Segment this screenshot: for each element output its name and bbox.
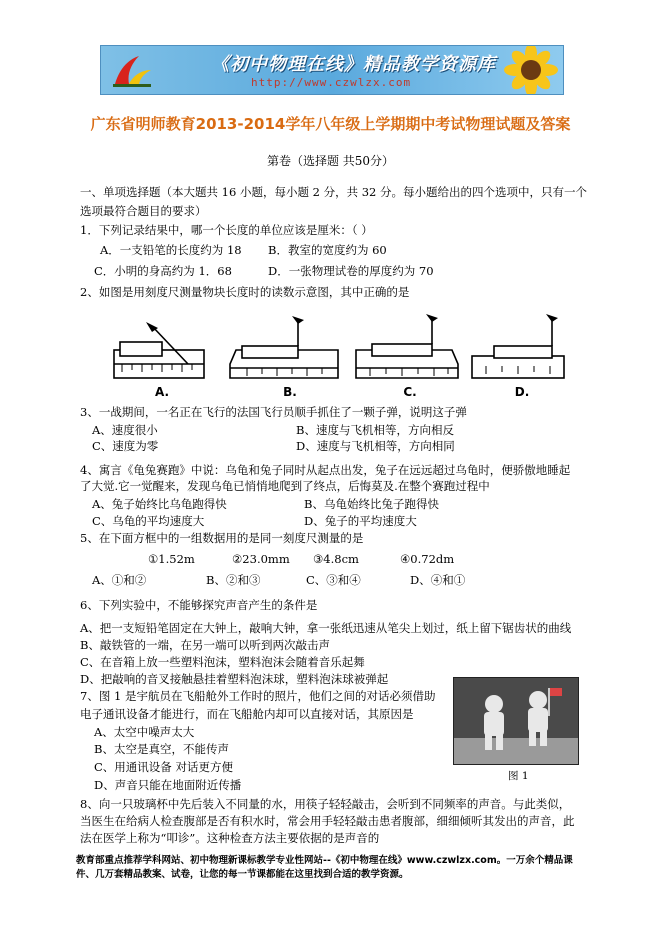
q5-option-c: C、③和④ (306, 573, 361, 587)
q6-option-a: A、把一支短铅笔固定在大钟上，敲响大钟，拿一张纸迅速从笔尖上划过，纸上留下锯齿状的曲线 (80, 621, 572, 635)
q6-option-c: C、在音箱上放一些塑料泡沫，塑料泡沫会随着音乐起舞 (80, 655, 365, 669)
q2-label-b: B. (283, 385, 297, 399)
q1-option-d: D．一张物理试卷的厚度约为 70 (268, 264, 434, 278)
q3-stem: 3、一战期间，一名正在飞行的法国飞行员顺手抓住了一颗子弹，说明这子弹 (80, 405, 467, 419)
banner-title: 《初中物理在线》精品教学资源库 (211, 54, 496, 75)
q5-data-3: ③4.8cm (313, 552, 359, 566)
q6-stem: 6、下列实验中，不能够探究声音产生的条件是 (80, 598, 318, 612)
q2-label-a: A. (154, 385, 170, 399)
q4-stem-line2: 了大觉.它一觉醒来，发现乌龟已悄悄地爬到了终点，后悔莫及.在整个赛跑过程中 (80, 479, 490, 493)
q5-data-1: ①1.52m (148, 552, 195, 566)
page-footer (76, 854, 573, 882)
q5-data-2: ②23.0mm (232, 552, 290, 566)
q7-stem-line2: 电子通讯设备才能进行，而在飞船舱内却可以直接对话，其原因是 (80, 707, 414, 721)
q4-option-a: A、兔子始终比乌龟跑得快 (92, 497, 227, 511)
section-instructions-line2: 选项最符合题目的要求） (80, 204, 207, 218)
q6-option-b: B、敲铁管的一端，在另一端可以听到两次敲击声 (80, 638, 330, 652)
q4-option-d: D、兔子的平均速度大 (304, 514, 417, 528)
q8-stem-line2: 当医生在给病人检查腹部是否有积水时，常会用手轻轻敲击患者腹部，细细倾听其发出的声音，此 (80, 814, 575, 828)
q2-stem: 2、如图是用刻度尺测量物块长度时的读数示意图，其中正确的是 (80, 285, 410, 299)
site-logo-icon (109, 50, 155, 90)
q3-option-a: A、速度很小 (92, 423, 158, 437)
q1-option-c: C．小明的身高约为 1．68 (94, 264, 232, 278)
q7-option-a: A、太空中噪声太大 (94, 725, 195, 739)
part-title: 第卷（选择题 共50分） (266, 154, 395, 168)
q7-stem-line1: 7、图 1 是宇航员在飞船舱外工作时的照片，他们之间的对话必须借助 (80, 689, 436, 703)
q5-option-d: D、④和① (410, 573, 466, 587)
ruler-reading-figure (102, 306, 572, 402)
q2-label-d: D. (514, 385, 530, 399)
q6-option-d: D、把敲响的音叉接触悬挂着塑料泡沫球，塑料泡沫球被弹起 (80, 672, 389, 686)
q1-stem: 1．下列记录结果中，哪一个长度的单位应该是厘米：（ ） (80, 223, 373, 237)
q5-stem: 5、在下面方框中的一组数据用的是同一刻度尺测量的是 (80, 531, 364, 545)
document-title: 广东省明师教育2013-2014学年八年级上学期期中考试物理试题及答案 (90, 115, 571, 133)
footer-line1: 教育部重点推荐学科网站、初中物理新课标教学专业性网站--《初中物理在线》www.czwlzx.com。一万余个精品课 (76, 855, 573, 866)
astronaut-photo (453, 677, 579, 765)
q3-option-d: D、速度与飞机相等，方向相同 (296, 439, 455, 453)
figure-1-caption: 图 1 (508, 770, 529, 782)
q8-stem-line1: 8、向一只玻璃杯中先后装入不同量的水，用筷子轻轻敲击，会听到不同频率的声音。与此类似， (80, 797, 571, 811)
q2-label-c: C. (403, 385, 417, 399)
section-instructions-line1: 一、单项选择题（本大题共 16 小题，每小题 2 分，共 32 分。每小题给出的四个选项中，只有一个 (80, 185, 588, 199)
q4-option-b: B、乌龟始终比兔子跑得快 (304, 497, 439, 511)
q7-option-c: C、用通讯设备 对话更方便 (94, 760, 233, 774)
q1-option-a: A．一支铅笔的长度约为 18 (100, 243, 242, 257)
q7-option-b: B、太空是真空，不能传声 (94, 742, 229, 756)
q1-option-b: B．教室的宽度约为 60 (268, 243, 387, 257)
q3-option-b: B、速度与飞机相等，方向相反 (296, 423, 454, 437)
q5-option-b: B、②和③ (206, 573, 261, 587)
banner-url[interactable]: http://www.czwlzx.com (251, 76, 412, 89)
sunflower-icon (503, 45, 559, 95)
q5-data-4: ④0.72dm (400, 552, 455, 566)
q3-option-c: C、速度为零 (92, 439, 159, 453)
footer-line2: 件、几万套精品教案、试卷，让您的每一节课都能在这里找到合适的教学资源。 (76, 869, 409, 880)
q7-option-d: D、声音只能在地面附近传播 (94, 778, 242, 792)
q8-stem-line3: 法在医学上称为“叩诊”。这种检查方法主要依据的是声音的 (80, 831, 380, 845)
q5-option-a: A、①和② (92, 573, 147, 587)
q4-option-c: C、乌龟的平均速度大 (92, 514, 205, 528)
header-banner (100, 45, 564, 95)
q4-stem-line1: 4、寓言《龟兔赛跑》中说：乌龟和兔子同时从起点出发，兔子在远远超过乌龟时，便骄傲地睡起 (80, 463, 571, 477)
